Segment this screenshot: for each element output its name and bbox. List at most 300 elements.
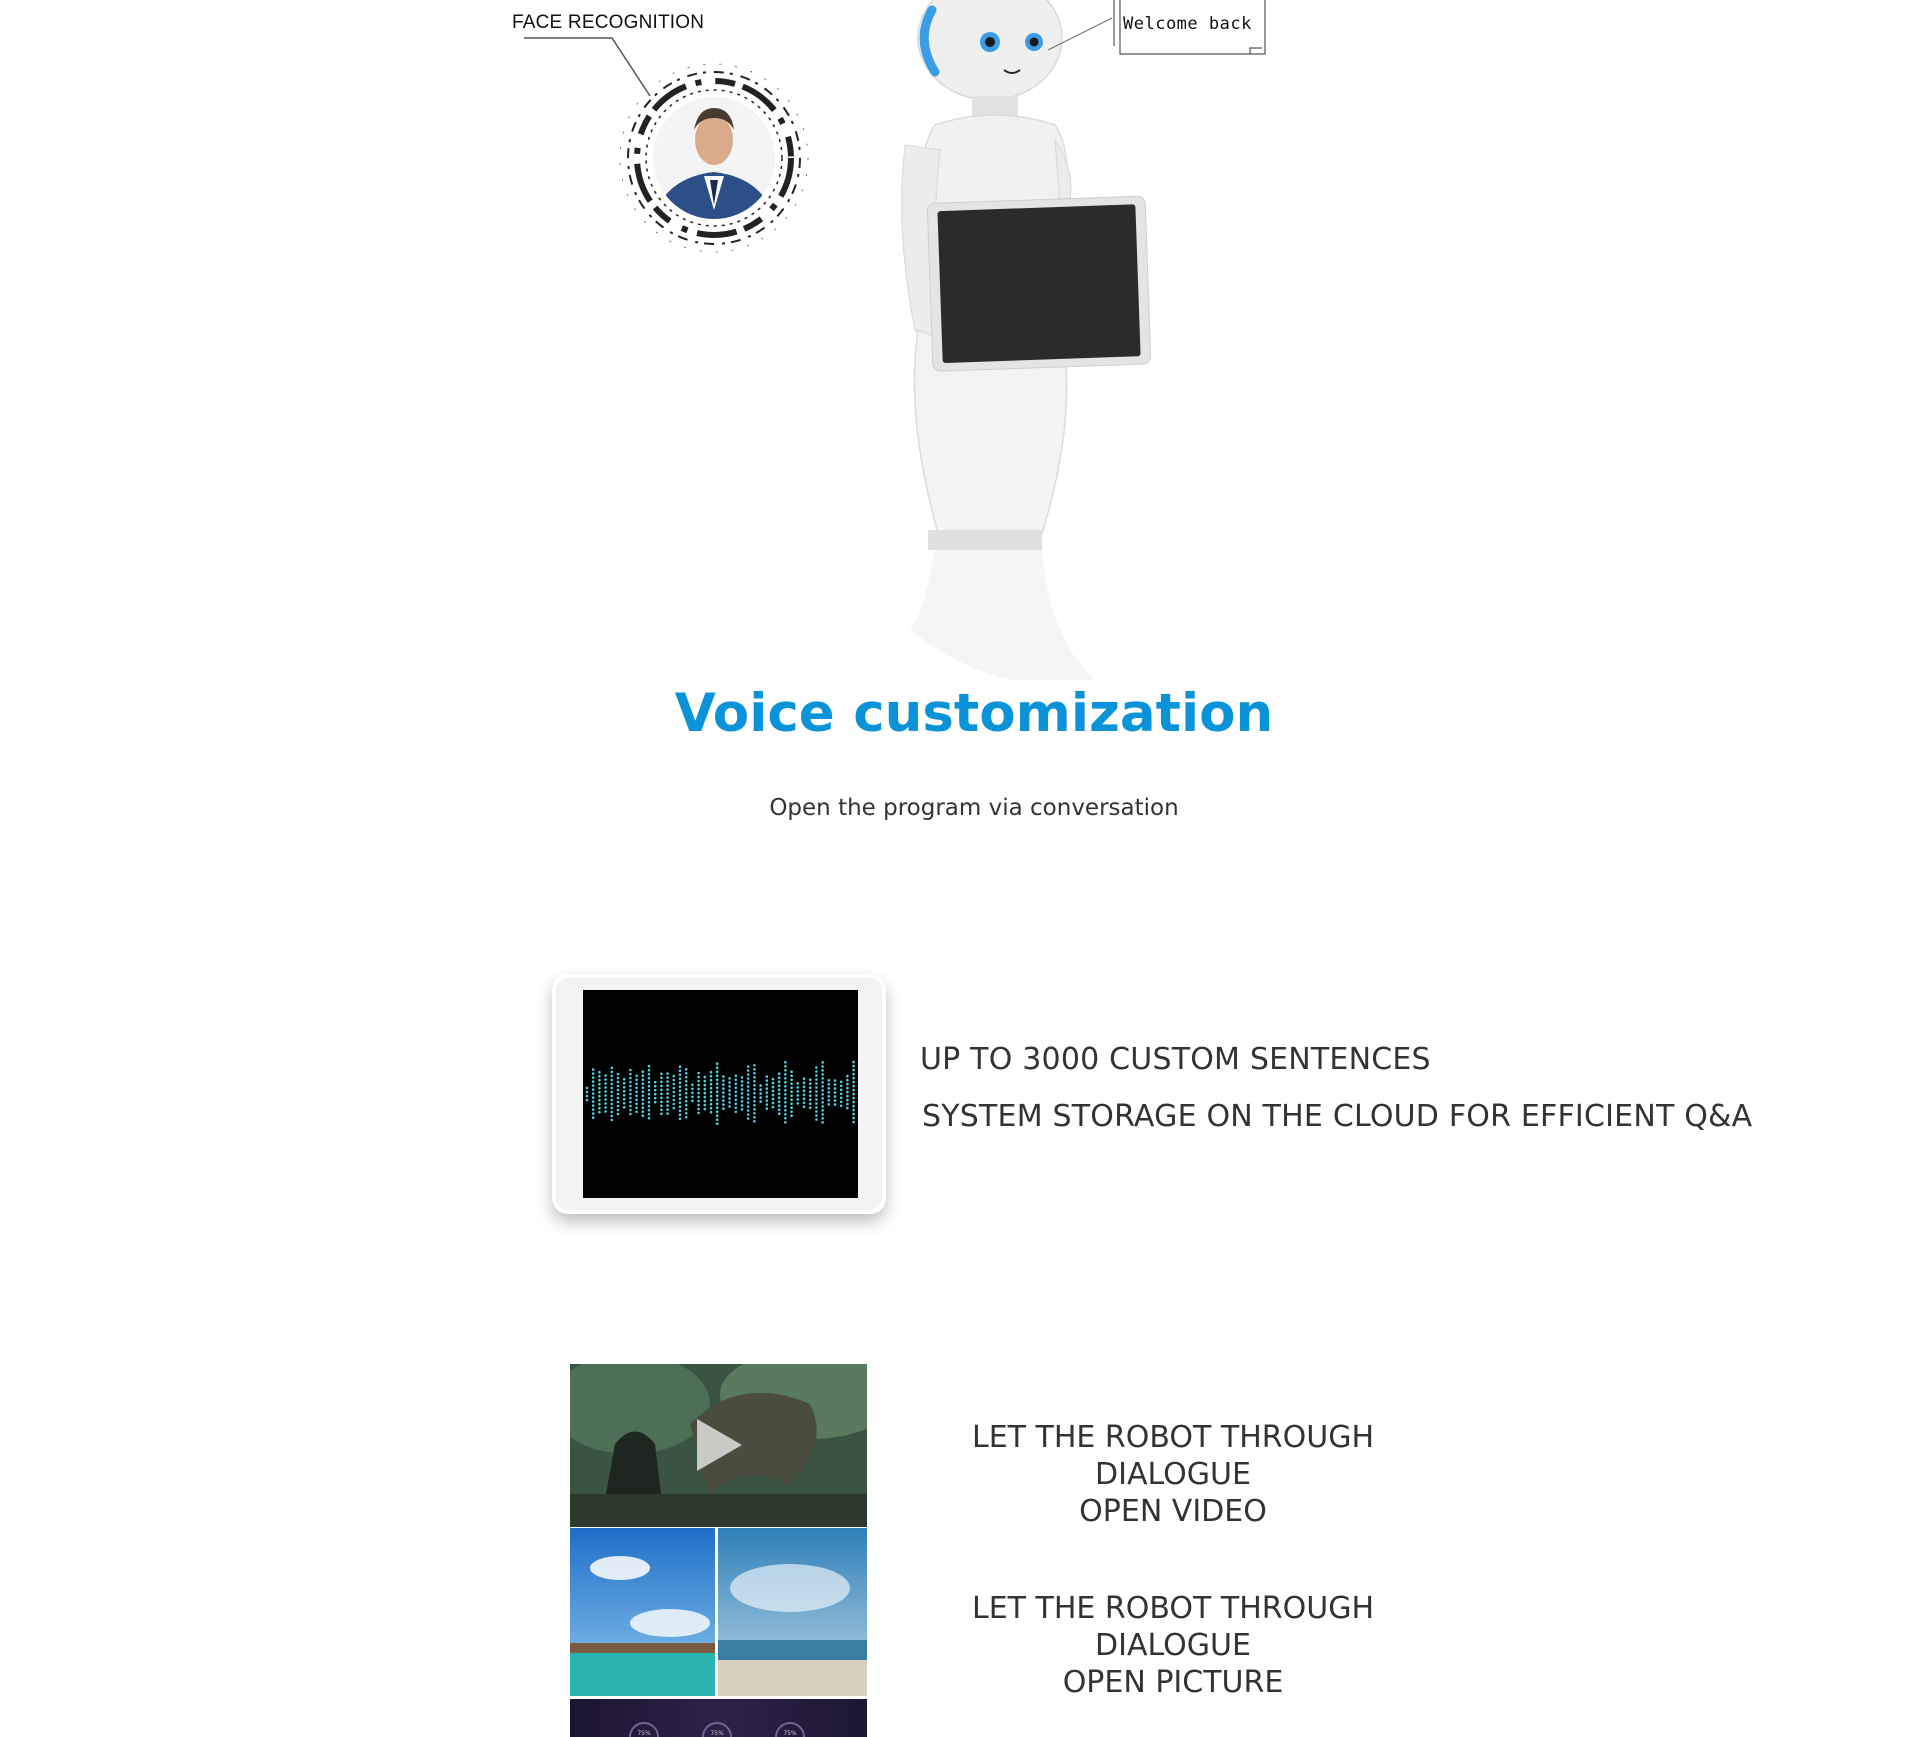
waveform-dot — [635, 1083, 638, 1086]
waveform-dot — [716, 1114, 719, 1117]
waveform-dot — [629, 1089, 632, 1092]
waveform-dot — [747, 1105, 750, 1108]
waveform-dot — [716, 1062, 719, 1065]
waveform-dot — [840, 1093, 843, 1096]
waveform-dot — [778, 1072, 781, 1075]
waveform-dot — [766, 1099, 769, 1102]
waveform-dot — [790, 1090, 793, 1093]
waveform-dot — [735, 1107, 738, 1110]
waveform-dot — [741, 1080, 744, 1083]
waveform-dot — [598, 1083, 601, 1086]
waveform-dot — [617, 1109, 620, 1112]
waveform-dot — [722, 1087, 725, 1090]
waveform-dot — [797, 1082, 800, 1085]
waveform-dot — [852, 1065, 855, 1068]
waveform-dot — [815, 1066, 818, 1069]
waveform-dot — [815, 1102, 818, 1105]
waveform-dot — [604, 1106, 607, 1109]
play-icon[interactable] — [697, 1419, 742, 1471]
waveform-dot — [852, 1093, 855, 1096]
waveform-dot — [821, 1085, 824, 1088]
waveform-dot — [747, 1069, 750, 1072]
waveform-dot — [790, 1074, 793, 1077]
waveform-dot — [666, 1092, 669, 1095]
waveform-dot — [846, 1079, 849, 1082]
waveform-dot — [654, 1093, 657, 1096]
waveform-dot — [679, 1113, 682, 1116]
waveform-dot — [753, 1100, 756, 1103]
waveform-dot — [728, 1093, 731, 1096]
waveform-dot — [598, 1103, 601, 1106]
waveform-dot — [604, 1098, 607, 1101]
waveform-dot — [840, 1081, 843, 1084]
waveform-dot — [679, 1105, 682, 1108]
waveform-dot — [617, 1097, 620, 1100]
waveform-dot — [784, 1109, 787, 1112]
section-subtitle: Open the program via conversation — [769, 795, 1179, 821]
waveform-dot — [846, 1107, 849, 1110]
waveform-dot — [642, 1086, 645, 1089]
waveform-dot — [790, 1114, 793, 1117]
waveform-dot — [852, 1089, 855, 1092]
waveform-dot — [772, 1106, 775, 1109]
waveform-dot — [604, 1074, 607, 1077]
waveform-dot — [747, 1085, 750, 1088]
waveform-dot — [784, 1113, 787, 1116]
waveform-dot — [716, 1090, 719, 1093]
waveform-dot — [611, 1083, 614, 1086]
waveform-dot — [716, 1110, 719, 1113]
waveform-dot — [704, 1076, 707, 1079]
waveform-dot — [710, 1095, 713, 1098]
waveform-dot — [790, 1078, 793, 1081]
waveform-dot — [642, 1078, 645, 1081]
waveform-dot — [592, 1084, 595, 1087]
waveform-dot — [666, 1076, 669, 1079]
waveform-dot — [809, 1106, 812, 1109]
waveform-dot — [685, 1088, 688, 1091]
waveform-dot — [790, 1086, 793, 1089]
waveform-dot — [716, 1066, 719, 1069]
waveform-dot — [784, 1105, 787, 1108]
waveform-dot — [648, 1089, 651, 1092]
waveform-dot — [815, 1090, 818, 1093]
waveform-dot — [722, 1099, 725, 1102]
waveform-dot — [704, 1104, 707, 1107]
waveform-dot — [635, 1095, 638, 1098]
waveform-dot — [797, 1102, 800, 1105]
waveform-dot — [648, 1097, 651, 1100]
waveform-dot — [598, 1075, 601, 1078]
waveform-dot — [685, 1084, 688, 1087]
waveform-dot — [592, 1116, 595, 1119]
waveform-dot — [685, 1092, 688, 1095]
waveform-dot — [623, 1102, 626, 1105]
waveform-dot — [592, 1104, 595, 1107]
waveform-dot — [673, 1103, 676, 1106]
waveform-dot — [735, 1091, 738, 1094]
waveform-dot — [815, 1094, 818, 1097]
waveform-dot — [778, 1108, 781, 1111]
waveform-dot — [716, 1070, 719, 1073]
waveform-dot — [772, 1102, 775, 1105]
waveform-dot — [642, 1110, 645, 1113]
waveform-dot — [642, 1114, 645, 1117]
video-caption-line1: LET THE ROBOT THROUGH DIALOGUE — [972, 1420, 1374, 1492]
gauge-label: 75% — [637, 1730, 651, 1737]
waveform-dot — [598, 1079, 601, 1082]
waveform-dot — [815, 1078, 818, 1081]
waveform-dot — [778, 1084, 781, 1087]
waveform-dot — [648, 1073, 651, 1076]
waveform-dot — [846, 1099, 849, 1102]
waveform-dot — [704, 1100, 707, 1103]
waveform-dot — [617, 1105, 620, 1108]
waveform-dot — [648, 1117, 651, 1120]
waveform-dot — [766, 1095, 769, 1098]
waveform-dot — [766, 1087, 769, 1090]
waveform-dot — [604, 1090, 607, 1093]
gauge-row — [570, 1699, 867, 1737]
waveform-dot — [821, 1101, 824, 1104]
waveform-dot — [629, 1113, 632, 1116]
waveform-dot — [790, 1082, 793, 1085]
waveform-dot — [629, 1081, 632, 1084]
waveform-dot — [629, 1097, 632, 1100]
waveform-dot — [815, 1118, 818, 1121]
waveform-dot — [691, 1088, 694, 1091]
picture-thumbnail[interactable] — [570, 1528, 867, 1696]
video-thumbnail[interactable] — [570, 1364, 867, 1527]
waveform-dot — [598, 1099, 601, 1102]
waveform-dot — [722, 1091, 725, 1094]
waveform-dot — [685, 1108, 688, 1111]
face-recognition-label: FACE RECOGNITION — [512, 12, 705, 33]
waveform-dot — [790, 1098, 793, 1101]
waveform-dot — [735, 1095, 738, 1098]
waveform-dot — [673, 1083, 676, 1086]
waveform-dot — [797, 1090, 800, 1093]
waveform-dot — [772, 1098, 775, 1101]
waveform-dot — [611, 1103, 614, 1106]
waveform-dot — [666, 1096, 669, 1099]
waveform-dot — [635, 1099, 638, 1102]
waveform-dot — [666, 1080, 669, 1083]
waveform-dot — [809, 1102, 812, 1105]
waveform-dot — [803, 1081, 806, 1084]
waveform-dot — [772, 1086, 775, 1089]
waveform-dot — [735, 1099, 738, 1102]
waveform-dot — [834, 1079, 837, 1082]
waveform-dot — [784, 1081, 787, 1084]
waveform-dot — [704, 1088, 707, 1091]
picture-caption-line2: OPEN PICTURE — [1062, 1665, 1284, 1700]
waveform-dot — [648, 1085, 651, 1088]
waveform-dot — [685, 1116, 688, 1119]
waveform-dot — [821, 1105, 824, 1108]
waveform-dot — [753, 1092, 756, 1095]
waveform-dot — [815, 1074, 818, 1077]
waveform-dot — [592, 1072, 595, 1075]
waveform-dot — [821, 1117, 824, 1120]
waveform-dot — [710, 1099, 713, 1102]
waveform-dot — [821, 1097, 824, 1100]
waveform-dot — [604, 1086, 607, 1089]
waveform-dot — [803, 1093, 806, 1096]
waveform-dot — [710, 1111, 713, 1114]
waveform-dot — [753, 1064, 756, 1067]
waveform-dot — [710, 1079, 713, 1082]
waveform-dot — [592, 1068, 595, 1071]
waveform-dot — [598, 1071, 601, 1074]
waveform-dot — [803, 1085, 806, 1088]
waveform-dot — [716, 1098, 719, 1101]
waveform-dot — [592, 1088, 595, 1091]
waveform-dot — [685, 1072, 688, 1075]
waveform-dot — [803, 1105, 806, 1108]
waveform-dot — [852, 1085, 855, 1088]
waveform-dot — [815, 1098, 818, 1101]
waveform-dot — [604, 1078, 607, 1081]
waveform-dot — [778, 1092, 781, 1095]
waveform-dot — [753, 1088, 756, 1091]
waveform-dot — [679, 1089, 682, 1092]
tablet-device — [552, 974, 886, 1214]
waveform-dot — [648, 1113, 651, 1116]
waveform-dot — [778, 1096, 781, 1099]
waveform-dot — [660, 1077, 663, 1080]
waveform-dot — [691, 1084, 694, 1087]
picture-caption — [893, 1590, 1453, 1701]
waveform-dot — [648, 1069, 651, 1072]
waveform-dot — [716, 1082, 719, 1085]
waveform-dot — [666, 1084, 669, 1087]
waveform-dot — [679, 1081, 682, 1084]
waveform-dot — [679, 1097, 682, 1100]
waveform-dot — [685, 1076, 688, 1079]
waveform-dot — [685, 1068, 688, 1071]
waveform-dot — [735, 1075, 738, 1078]
waveform-dot — [716, 1106, 719, 1109]
waveform-dot — [598, 1111, 601, 1114]
waveform-dot — [710, 1087, 713, 1090]
waveform-dot — [828, 1079, 831, 1082]
waveform-dot — [710, 1083, 713, 1086]
waveform-dot — [648, 1077, 651, 1080]
waveform-dot — [741, 1108, 744, 1111]
waveform-dot — [821, 1109, 824, 1112]
waveform-dot — [846, 1075, 849, 1078]
picture-caption-line1: LET THE ROBOT THROUGH DIALOGUE — [972, 1591, 1374, 1663]
waveform-dot — [629, 1073, 632, 1076]
waveform-dot — [766, 1079, 769, 1082]
waveform-dot — [834, 1087, 837, 1090]
waveform-dot — [728, 1085, 731, 1088]
waveform-dot — [592, 1092, 595, 1095]
waveform-dot — [642, 1102, 645, 1105]
waveform-dot — [834, 1099, 837, 1102]
waveform-dot — [728, 1101, 731, 1104]
waveform-dot — [673, 1079, 676, 1082]
waveform-dot — [784, 1061, 787, 1064]
waveform-dot — [815, 1110, 818, 1113]
waveform-dot — [778, 1112, 781, 1115]
waveform-dot — [660, 1097, 663, 1100]
waveform-dot — [716, 1078, 719, 1081]
waveform-dot — [797, 1098, 800, 1101]
waveform-dot — [852, 1077, 855, 1080]
waveform-dot — [635, 1107, 638, 1110]
waveform-dot — [660, 1081, 663, 1084]
waveform-dot — [735, 1079, 738, 1082]
gauge-label: 75% — [710, 1730, 724, 1737]
waveform-dot — [834, 1095, 837, 1098]
waveform-dot — [642, 1082, 645, 1085]
waveform-dot — [697, 1076, 700, 1079]
waveform-dot — [679, 1069, 682, 1072]
waveform-dot — [815, 1086, 818, 1089]
waveform-dot — [809, 1086, 812, 1089]
waveform-dot — [852, 1061, 855, 1064]
waveform-dot — [753, 1112, 756, 1115]
waveform-dot — [679, 1085, 682, 1088]
waveform-dot — [759, 1100, 762, 1103]
waveform-dot — [722, 1095, 725, 1098]
waveform-dot — [629, 1085, 632, 1088]
waveform-dot — [790, 1102, 793, 1105]
waveform-dot — [697, 1092, 700, 1095]
waveform-dot — [778, 1088, 781, 1091]
waveform-dot — [753, 1080, 756, 1083]
waveform-dot — [747, 1101, 750, 1104]
waveform-dot — [648, 1109, 651, 1112]
app-thumbnail[interactable] — [570, 1699, 867, 1737]
waveform-dot — [604, 1082, 607, 1085]
waveform-dot — [629, 1093, 632, 1096]
waveform-dot — [704, 1108, 707, 1111]
waveform-dot — [840, 1097, 843, 1100]
waveform-dot — [784, 1085, 787, 1088]
waveform-dot — [697, 1108, 700, 1111]
waveform-dot — [592, 1080, 595, 1083]
waveform-dot — [821, 1113, 824, 1116]
feature-cloud-storage: SYSTEM STORAGE ON THE CLOUD FOR EFFICIENT Q&A — [922, 1099, 1753, 1134]
waveform-dot — [679, 1065, 682, 1068]
waveform-dot — [790, 1110, 793, 1113]
waveform-dot — [846, 1103, 849, 1106]
waveform-dot — [598, 1107, 601, 1110]
waveform-dot — [611, 1087, 614, 1090]
waveform-dot — [611, 1111, 614, 1114]
waveform-dot — [840, 1101, 843, 1104]
waveform-dot — [611, 1119, 614, 1122]
waveform-dot — [617, 1077, 620, 1080]
waveform-dot — [772, 1094, 775, 1097]
waveform-dot — [809, 1078, 812, 1081]
waveform-dot — [666, 1072, 669, 1075]
waveform-dot — [747, 1065, 750, 1068]
waveform-dot — [611, 1107, 614, 1110]
waveform-dot — [852, 1121, 855, 1124]
waveform-dot — [852, 1081, 855, 1084]
waveform-dot — [815, 1106, 818, 1109]
waveform-dot — [846, 1083, 849, 1086]
waveform-dot — [753, 1068, 756, 1071]
waveform-dot — [821, 1061, 824, 1064]
waveform-dot — [852, 1073, 855, 1076]
waveform-dot — [846, 1087, 849, 1090]
waveform-dot — [735, 1083, 738, 1086]
waveform-dot — [586, 1091, 589, 1094]
waveform-dot — [759, 1092, 762, 1095]
waveform-dot — [809, 1094, 812, 1097]
waveform-dot — [710, 1103, 713, 1106]
waveform-dot — [666, 1112, 669, 1115]
waveform-dot — [598, 1095, 601, 1098]
waveform-dot — [666, 1088, 669, 1091]
waveform-dot — [772, 1082, 775, 1085]
waveform-dot — [840, 1085, 843, 1088]
feature-custom-sentences: UP TO 3000 CUSTOM SENTENCES — [920, 1042, 1431, 1077]
waveform-dot — [586, 1087, 589, 1090]
waveform-dot — [766, 1075, 769, 1078]
waveform-dot — [840, 1089, 843, 1092]
gauge-label: 75% — [783, 1730, 797, 1737]
waveform-dot — [828, 1103, 831, 1106]
waveform-dot — [821, 1077, 824, 1080]
waveform-dot — [691, 1096, 694, 1099]
waveform-dot — [803, 1089, 806, 1092]
waveform-dot — [648, 1101, 651, 1104]
waveform-dot — [697, 1084, 700, 1087]
waveform-dot — [753, 1120, 756, 1123]
waveform-dot — [716, 1122, 719, 1125]
waveform-dot — [753, 1116, 756, 1119]
waveform-dot — [635, 1091, 638, 1094]
waveform-dot — [778, 1104, 781, 1107]
waveform-dot — [784, 1089, 787, 1092]
waveform-dot — [679, 1101, 682, 1104]
tablet-screen — [583, 990, 858, 1198]
waveform-dot — [654, 1089, 657, 1092]
waveform-dot — [784, 1093, 787, 1096]
waveform-dot — [778, 1100, 781, 1103]
waveform-dot — [741, 1088, 744, 1091]
waveform-dot — [759, 1096, 762, 1099]
waveform-dot — [697, 1104, 700, 1107]
waveform-dot — [604, 1110, 607, 1113]
waveform-dot — [660, 1085, 663, 1088]
waveform-dot — [753, 1096, 756, 1099]
waveform-dot — [766, 1091, 769, 1094]
waveform-dot — [852, 1117, 855, 1120]
waveform-dot — [617, 1085, 620, 1088]
waveform-dot — [611, 1079, 614, 1082]
waveform-dot — [797, 1086, 800, 1089]
waveform-dot — [747, 1077, 750, 1080]
waveform-dot — [704, 1096, 707, 1099]
waveform-dot — [697, 1080, 700, 1083]
waveform-dot — [691, 1092, 694, 1095]
waveform-dot — [586, 1099, 589, 1102]
waveform-dot — [828, 1087, 831, 1090]
waveform-dot — [846, 1091, 849, 1094]
waveform-dot — [697, 1100, 700, 1103]
waveform-dot — [623, 1098, 626, 1101]
waveform-dot — [766, 1083, 769, 1086]
waveform-dot — [648, 1081, 651, 1084]
waveform-dot — [741, 1092, 744, 1095]
